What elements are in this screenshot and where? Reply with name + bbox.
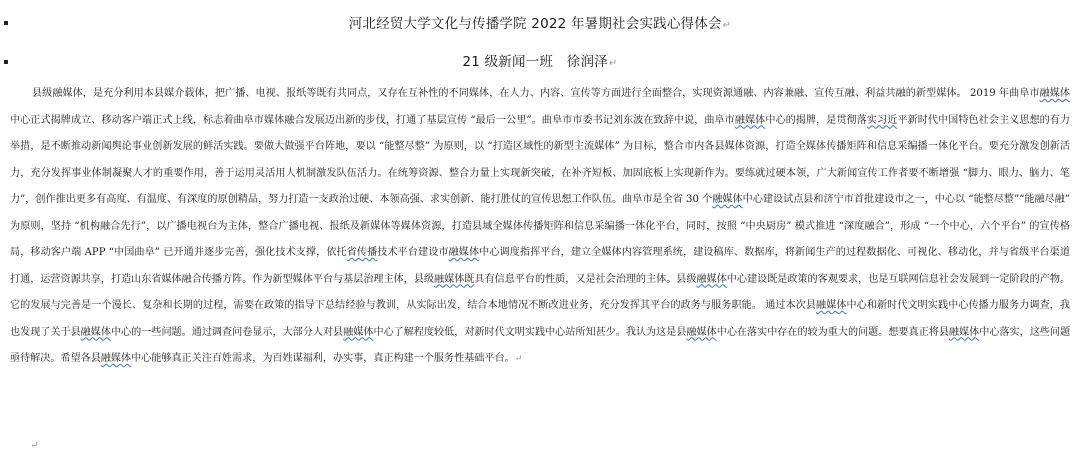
- body-text-run: 中心的揭牌，是贯彻落: [765, 114, 867, 126]
- body-text-run: 中心的一些问题。通过调查问卷显示，大部分人对县: [110, 326, 344, 338]
- subtitle-text: 21 级新闻一班 徐润泽: [462, 54, 608, 70]
- body-text-run: 技术平台建设市: [377, 247, 449, 258]
- paragraph-mark-icon: ↵: [30, 440, 39, 451]
- body-paragraph[interactable]: [10, 81, 1070, 373]
- title-text: 河北经贸大学文化与传播学院 2022 年暑期社会实践心得体会: [348, 16, 722, 32]
- paragraph-mark-icon: ↵: [722, 20, 732, 31]
- body-text-run: 具有信息平台的性质，又是社会治理的主体。县级: [474, 273, 697, 285]
- body-text-run: 中心在落实中存在的较为重大的问题。想要真正将县: [716, 326, 949, 338]
- spellcheck-flagged-text: 融媒体既: [434, 273, 475, 285]
- body-text-run: 中心了解程度较低，对新时代文明实践中心站所知甚少。我认为这是县: [373, 326, 687, 338]
- paragraph-mark-icon: ↵: [514, 354, 523, 364]
- spellcheck-flagged-text: 融媒体: [80, 326, 111, 338]
- body-text-run: 平新时代中国特色社会主义思想的有力举措，是不断推动新闻舆论事业创新发展的鲜活实践。要做大做强平台阵地，要以 “能整尽整” 为原则，以 “打造区域性的新型主流媒体” 为目标，整合市内各县媒体资源，打造全媒体传播矩阵和信息采编播一体化平台。要充分激发创新活力，充分发挥事业体制凝聚人才的重要作用，善于运用灵活用人机制激发队伍活力。在统筹资源、整合力量上实现新突破，在补齐短板、加固底板上实现新作为。要练就过硬本领，广大新闻宣传工作者要不断增强 “脚力、眼力、脑力、笔力”，创作推出更多有高度、有温度、有深度的原创精品，努力打造一支政治过硬、本领高强、求实创新、能打胜仗的宣传思想工作队伍。曲阜市是全省 30 个: [10, 114, 1071, 205]
- spellcheck-flagged-text: 融媒体: [343, 326, 374, 338]
- body-text-run: 中心建设既是政策的客观要求，也是互联网信息社会发展到一定阶段的产物。它的发展与完善是一个漫长、复杂和长期的过程，需要在政策的指导下总结经验与教训，从实际出发，结合本地情况不断改进业务，充分发挥其平台的政务与服务职能。 通过本次县: [10, 273, 1071, 311]
- spellcheck-flagged-text: 融媒体: [100, 353, 132, 364]
- document-subtitle[interactable]: [0, 50, 1080, 70]
- spellcheck-flagged-text: 融媒体: [696, 273, 727, 285]
- body-text-run: 中心建设试点县和济宁市首批建设市之一，中心以 “能整尽整”“能融尽融” 为原则，坚持 “机构融合先行”，以广播电视台为主体，整合广播电视、报纸及新媒体等媒体资源，打造县域全媒体传播矩阵和信息采编播一体化平台，同时，按照 “中央厨房” 模式推进 “深度融合”，形成 “一个中心，六个平台” 的宣传格局，移动客户端 APP “中国曲阜” 已开通并逐步完善，强化技术支撑，依托: [10, 194, 1070, 258]
- spellcheck-flagged-text: 省传播: [346, 247, 378, 258]
- body-text-run: 中心和新时代文明实践中心传播力服务力调查，我也发现了关于县: [10, 300, 1070, 338]
- spellcheck-flagged-text: 融媒体: [1039, 88, 1070, 99]
- body-text-run: 县级融媒体，是充分利用本县媒介载体，把广播、电视、报纸等既有共同点，又存在互补性的不同媒体，在人力、内容、宣传等方面进行全面整合，实现资源通融、内容兼融、宣传互融、利益共融的新型媒体。 2019 年曲阜市: [32, 88, 1040, 99]
- body-text-run: 中心正式揭牌成立、移动客户端正式上线，标志着曲阜市媒体融合发展迈出新的步伐，打通了基层宣传 “最后一公里”。曲阜市市委书记刘东波在致辞中说，曲阜市: [10, 114, 735, 126]
- spellcheck-flagged-text: 融媒体: [816, 300, 847, 311]
- body-text-run: 中心能够真正关注百姓需求，为百姓谋福利，办实事，真正构建一个服务性基础平台。: [131, 353, 515, 364]
- spellcheck-flagged-text: 融媒体: [448, 247, 480, 258]
- paragraph-mark-icon: ↵: [608, 58, 618, 69]
- spellcheck-flagged-text: 融媒体: [712, 194, 743, 205]
- spellcheck-flagged-text: 融媒体: [686, 326, 717, 338]
- body-text-run: 中心调度指挥平台，建立全媒体内容管理系统，建设稿库、数据库，将新闻生产的过程数据化、可视化、移动化，并与省级平台渠道打通，运营资源共享，打造山东省媒体融合传播方阵。作为新型媒体平台与基层治理主体，县级: [10, 247, 1071, 285]
- spellcheck-flagged-text: 融媒体: [734, 114, 766, 126]
- document-title[interactable]: [0, 12, 1080, 32]
- body-text-run: 中心落实，这些问题亟待解决。希望各县: [10, 326, 1071, 364]
- spellcheck-flagged-text: 融媒体: [948, 326, 980, 338]
- spellcheck-flagged-text: 实习近: [866, 114, 898, 126]
